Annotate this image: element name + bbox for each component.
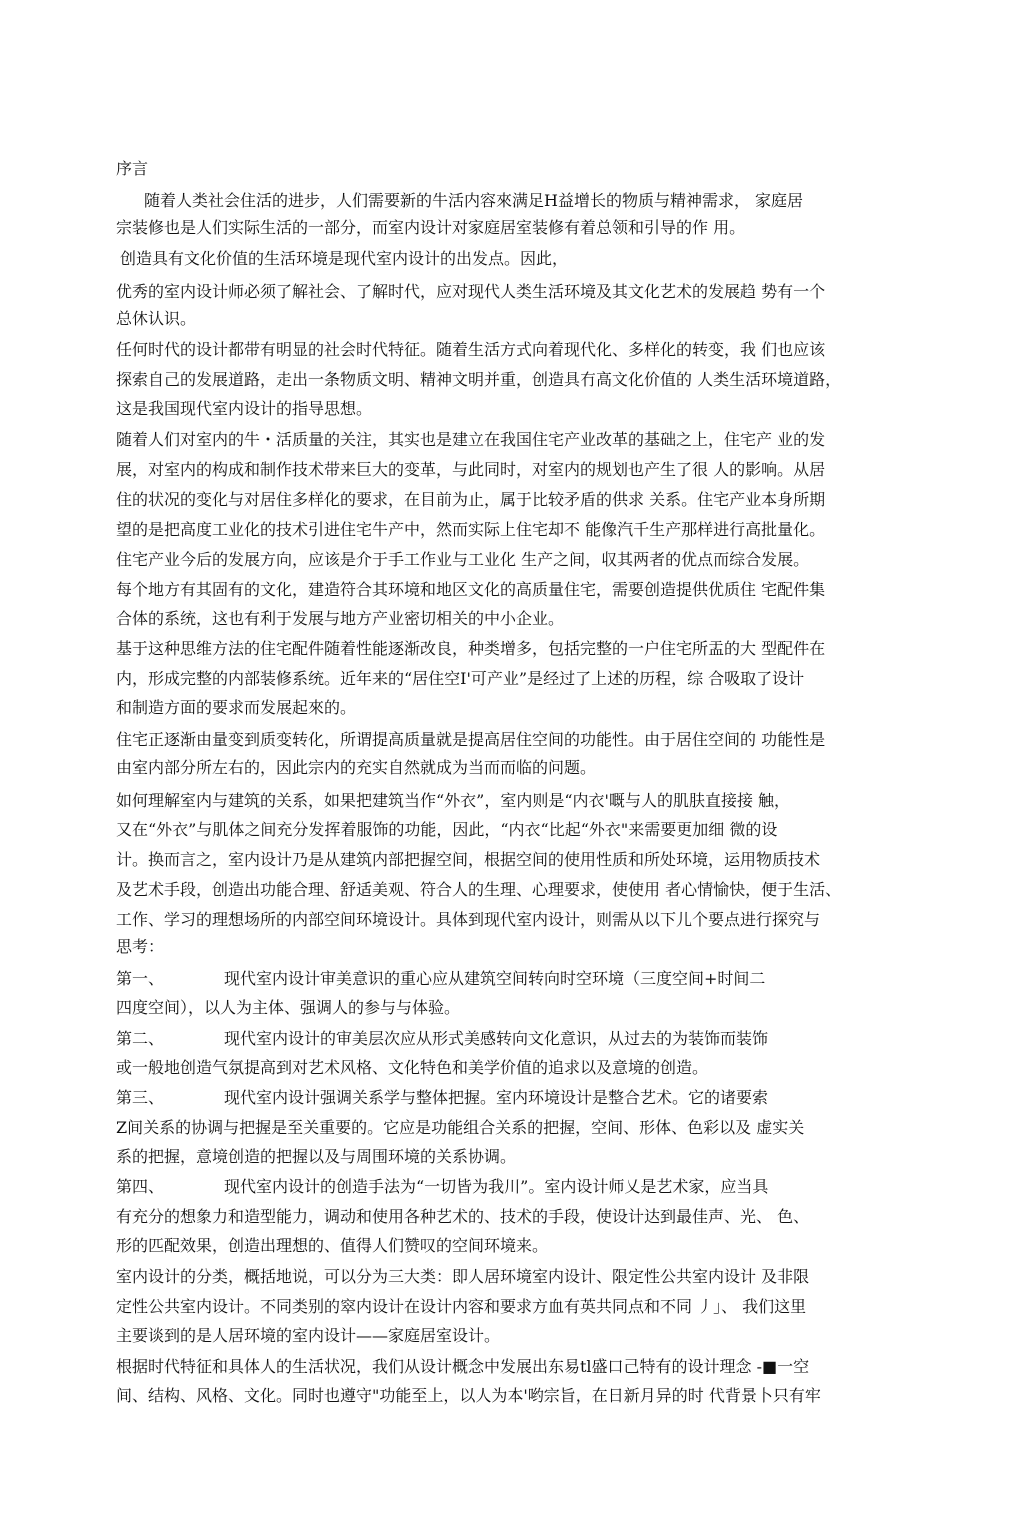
paragraph-line: 又在“外衣”与肌体之间充分发挥着服饰的功能，因此，“内衣“比起“外衣"来需要更加细 微的设 — [116, 820, 778, 839]
paragraph-line: 根据时代特征和具体人的生活状况，我们从设计概念中发展出东易tl盛口己特有的设计理念 -■一空 — [116, 1357, 810, 1376]
paragraph-line: 总休认识。 — [116, 309, 197, 328]
list-item-continuation: 四度空间），以人为主体、强调人的参与与体验。 — [116, 998, 461, 1017]
paragraph-line: 任何时代的设计都带有明显的社会时代特征。随着生活方式向着现代化、多样化的转变，我 们也应该 — [116, 340, 826, 359]
paragraph-line: 住宅产业今后的发展方向，应该是介于手工作业与工业化 生产之间，収其两者的优点而综合发展。 — [116, 550, 810, 569]
paragraph-line: 展，对室内的构成和制作技术带来巨大的变革，与此同时，对室内的规划也产生了很 人的影响。从居 — [116, 460, 826, 479]
paragraph-line: 随着人类社会住活的进步，人们需要新的牛活内容來满足H益增长的物质与精神需求， 家庭居 — [144, 191, 804, 210]
list-item-continuation: 有充分的想象力和造型能力，调动和使用各种艺术的、技术的手段，使设计达到最佳声、光、 色、 — [116, 1207, 810, 1226]
paragraph-line: 工作、学习的理想场所的内部空间环境设计。具体到现代室内设计，则需从以下儿个要点进行探究与 — [116, 910, 821, 929]
paragraph-line: 优秀的室内设计师必须了解社会、了解时代，应对现代人类生活环境及其文化艺术的发展趋 势有一个 — [116, 282, 826, 301]
paragraph-line: 及艺术手段，创造出功能合理、舒适美观、符合人的生理、心理要求，使使用 者心情愉快，便于生活、 — [116, 880, 842, 899]
paragraph-line: 间、结构、风格、文化。同时也遵守"功能至上，以人为本'哟宗旨，在日新月异的时 代背景卜只有牢 — [116, 1386, 821, 1405]
list-item-label: 第二、 — [116, 1029, 165, 1048]
paragraph-line: 创造具有文化价值的生活环境是现代室内设计的出发点。因此， — [120, 249, 569, 268]
paragraph-line: 如何理解室内与建筑的关系，如果把建筑当作“外衣”，室内则是“内衣'嘅与人的肌肤直接接 触， — [116, 791, 791, 810]
paragraph-line: 和制造方面的要求而发展起來的。 — [116, 698, 357, 717]
paragraph-line: 望的是把高度工业化的技术引进住宅牛产中，然而实际上住宅却不 能像汽千生产那样进行高批量化。 — [116, 520, 826, 539]
paragraph-line: 住宅正逐渐由量变到质变转化，所谓提高质量就是提高居住空间的功能性。由于居住空间的 功能性是 — [116, 730, 826, 749]
paragraph-line: 计。换而言之，室内设计乃是从建筑内部把握空间，根据空间的使用性质和所处环境，运用物质技术 — [116, 850, 821, 869]
paragraph-line: 基于这种思维方法的住宅配件随着性能逐渐改良，种类增多，包括完整的一户住宅所盂的大 型配件在 — [116, 639, 826, 658]
list-item-label: 第一、 — [116, 969, 165, 988]
list-item-text: 现代室内设计的审美层次应从形式美感转向文化意识，从过去的为装饰而装饰 — [224, 1029, 769, 1048]
paragraph-line: 宗装修也是人们实际生活的一部分，而室内设计对家庭居室装修有着总领和引导的作 用。 — [116, 218, 746, 237]
paragraph-line: 定性公共室内设计。不同类别的窣内设计在设计内容和要求方血有英共同点和不同 丿」、 我们这里 — [116, 1297, 807, 1316]
paragraph-line: 室内设计的分类，概括地说，可以分为三大类：即人居环境室内设计、限定性公共室内设计 及非限 — [116, 1267, 810, 1286]
paragraph-line: 这是我国现代室内设计的指导思想。 — [116, 399, 373, 418]
list-item-label: 第四、 — [116, 1177, 165, 1196]
paragraph-line: 主要谈到的是人居环境的室内设计——家庭居室设计。 — [116, 1326, 501, 1345]
paragraph-line: 内，形成完整的内部装修系统。近年来的“居住空I'可产业”是经过了上述的历程，综 合吸取了设计 — [116, 669, 805, 688]
paragraph-line: 探索自己的发展道路，走出一条物质文明、精神文明并重，创造具冇高文化价值的 人类生活环境道路， — [116, 370, 842, 389]
list-item-continuation: 或一般地创造气氛提高到对艺术风格、文化特色和美学价值的追求以及意境的创造。 — [116, 1058, 709, 1077]
paragraph-line: 每个地方有其固有的文化，建造符合其环境和地区文化的高质量住宅，需要创造提供优质住 宅配件集 — [116, 580, 826, 599]
list-item-text: 现代室内设计的创造手法为“一切皆为我川”。室内设计师乂是艺术家，应当具 — [224, 1177, 769, 1196]
list-item-continuation: Z间关系的协调与把握是至关重要的。它应是功能组合关系的把握，空间、形体、色彩以及 虚实关 — [116, 1118, 805, 1137]
list-item-continuation: 形的匹配效果，创造出理想的、值得人们赞叹的空间环境来。 — [116, 1236, 549, 1255]
list-item-label: 第三、 — [116, 1088, 165, 1107]
list-item-text: 现代室内设计审美意识的重心应从建筑空间转向时空环境（三度空间+时间二 — [224, 969, 766, 988]
list-item-text: 现代室内设计强调关系学与整体把握。室内环境设计是整合艺术。它的诸要索 — [224, 1088, 769, 1107]
paragraph-line: 由室内部分所左右的，因此宗内的充实自然就成为当而而临的问题。 — [116, 758, 597, 777]
document-title: 序言 — [116, 159, 149, 178]
paragraph-line: 思考： — [116, 937, 165, 956]
list-item-continuation: 系的把握，意境创造的把握以及与周围环境的关系协调。 — [116, 1147, 517, 1166]
paragraph-line: 随着人们对室内的牛・活质量的关注，其实也是建立在我国住宅产业改革的基础之上，住宅产 业的发 — [116, 430, 826, 449]
paragraph-line: 住的状况的变化与对居住多样化的要求，在目前为止，属于比较矛盾的供求 关系。住宅产业本身所期 — [116, 490, 826, 509]
paragraph-line: 合体的系统，这也有利于发展与地方产业密切相关的中小企业。 — [116, 609, 565, 628]
